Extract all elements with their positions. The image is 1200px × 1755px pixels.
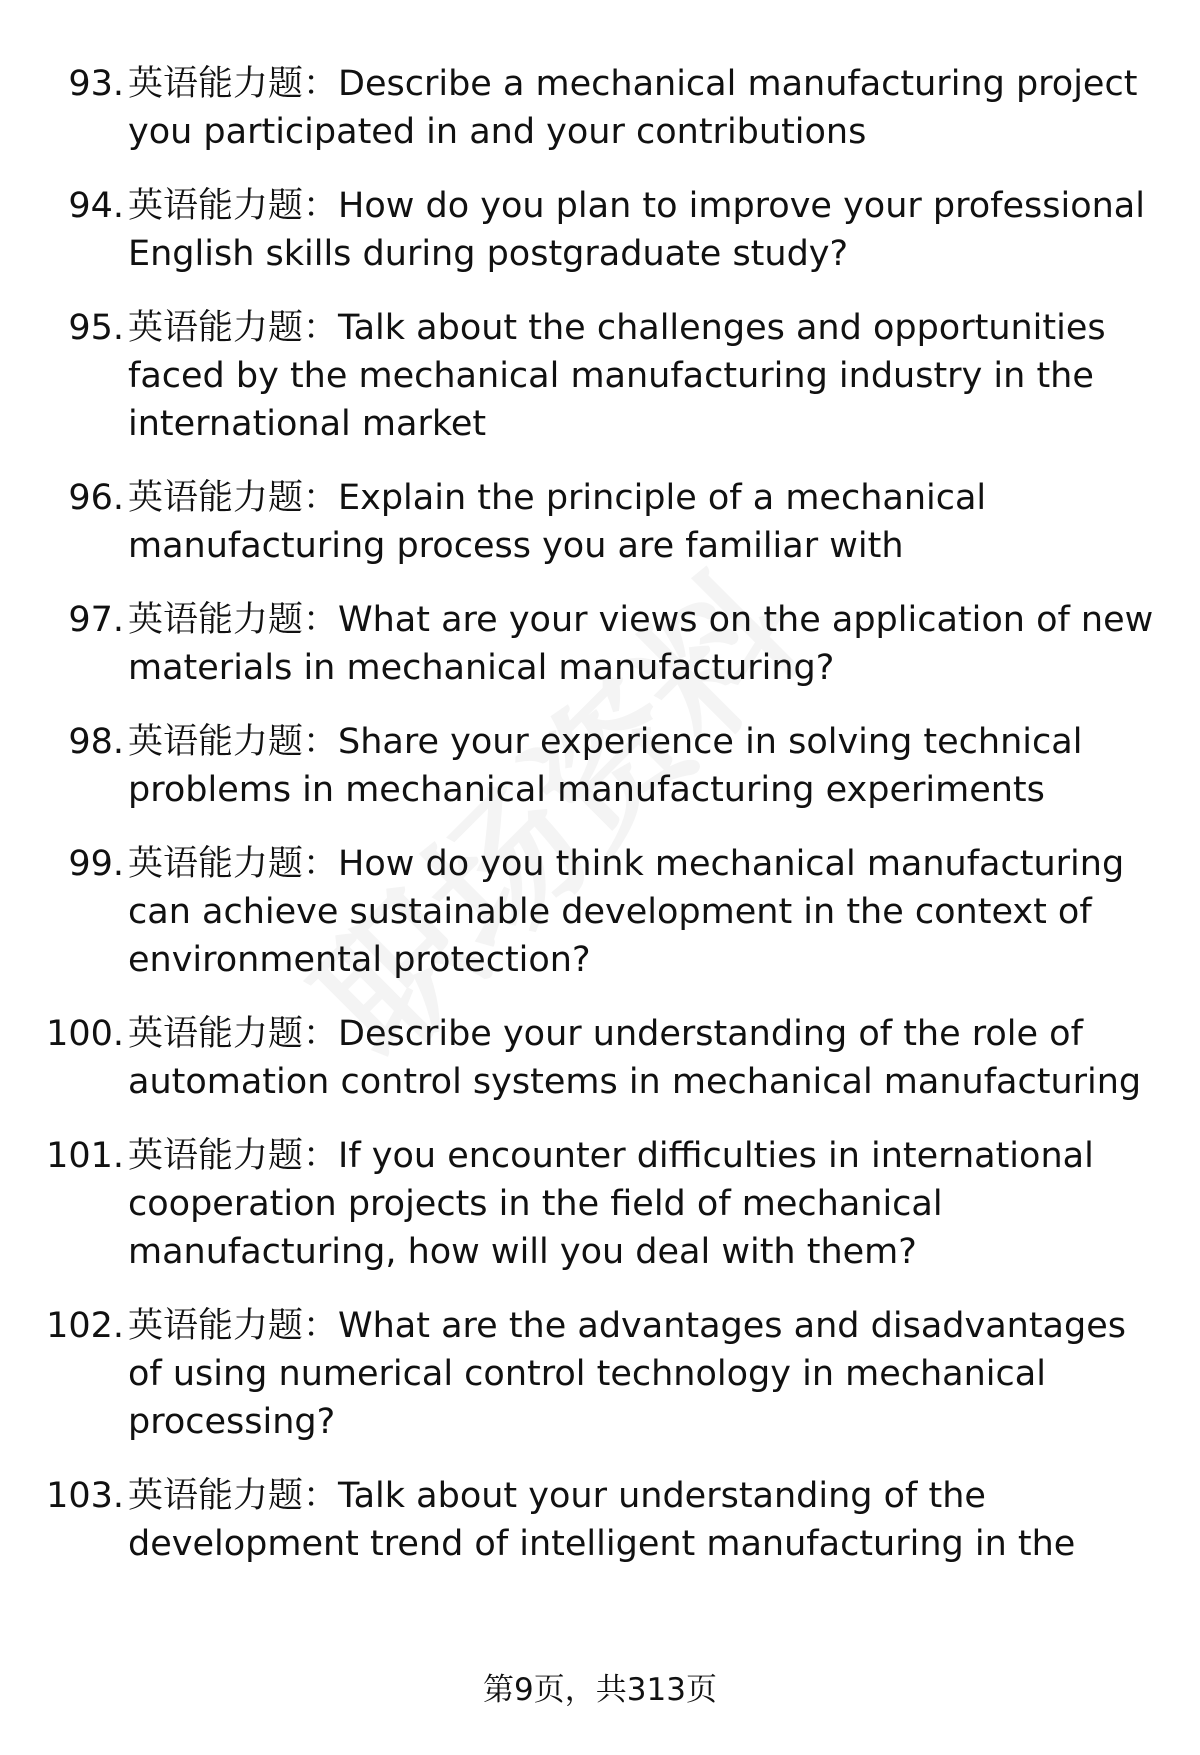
question-text: 英语能力题：What are the advantages and disadvantages of using numerical control technology in mechanical processing? <box>128 1306 1126 1442</box>
question-item <box>0 1302 1200 1446</box>
question-number: 99. <box>68 844 124 884</box>
question-text: 英语能力题：If you encounter difficulties in international cooperation projects in the field of mechanical manufacturing, how will you deal with them? <box>128 1136 1094 1272</box>
question-item <box>0 304 1200 448</box>
question-text: 英语能力题：Share your experience in solving technical problems in mechanical manufacturing experiments <box>128 722 1083 810</box>
question-number: 93. <box>68 64 124 104</box>
question-item <box>0 182 1200 278</box>
question-text: 英语能力题：What are your views on the application of new materials in mechanical manufacturing? <box>128 600 1154 688</box>
question-number: 102. <box>46 1306 124 1346</box>
question-item <box>0 1472 1200 1568</box>
question-text: 英语能力题：How do you think mechanical manufacturing can achieve sustainable development in the context of environmental protection? <box>128 844 1125 980</box>
question-number: 95. <box>68 308 124 348</box>
question-number: 100. <box>46 1014 124 1054</box>
question-item <box>0 1132 1200 1276</box>
question-text: 英语能力题：Explain the principle of a mechanical manufacturing process you are familiar with <box>128 478 987 566</box>
question-text: 英语能力题：Talk about the challenges and opportunities faced by the mechanical manufacturing industry in the international market <box>128 308 1106 444</box>
page-number-text: 第9页，共313页 <box>483 1672 717 1708</box>
question-text: 英语能力题：Describe a mechanical manufacturing project you participated in and your contributions <box>128 64 1138 152</box>
question-number: 96. <box>68 478 124 518</box>
question-item <box>0 60 1200 156</box>
question-item <box>0 840 1200 984</box>
question-number: 94. <box>68 186 124 226</box>
question-number: 97. <box>68 600 124 640</box>
question-item <box>0 474 1200 570</box>
question-list <box>0 60 1200 1594</box>
question-text: 英语能力题：Talk about your understanding of the development trend of intelligent manufacturing in the <box>128 1476 1076 1564</box>
question-text: 英语能力题：How do you plan to improve your professional English skills during postgraduate study? <box>128 186 1145 274</box>
question-number: 101. <box>46 1136 124 1176</box>
question-text: 英语能力题：Describe your understanding of the role of automation control systems in mechanical manufacturing <box>128 1014 1142 1102</box>
question-number: 103. <box>46 1476 124 1516</box>
question-item <box>0 1010 1200 1106</box>
question-item <box>0 718 1200 814</box>
question-number: 98. <box>68 722 124 762</box>
page-footer <box>0 1670 1200 1710</box>
question-item <box>0 596 1200 692</box>
